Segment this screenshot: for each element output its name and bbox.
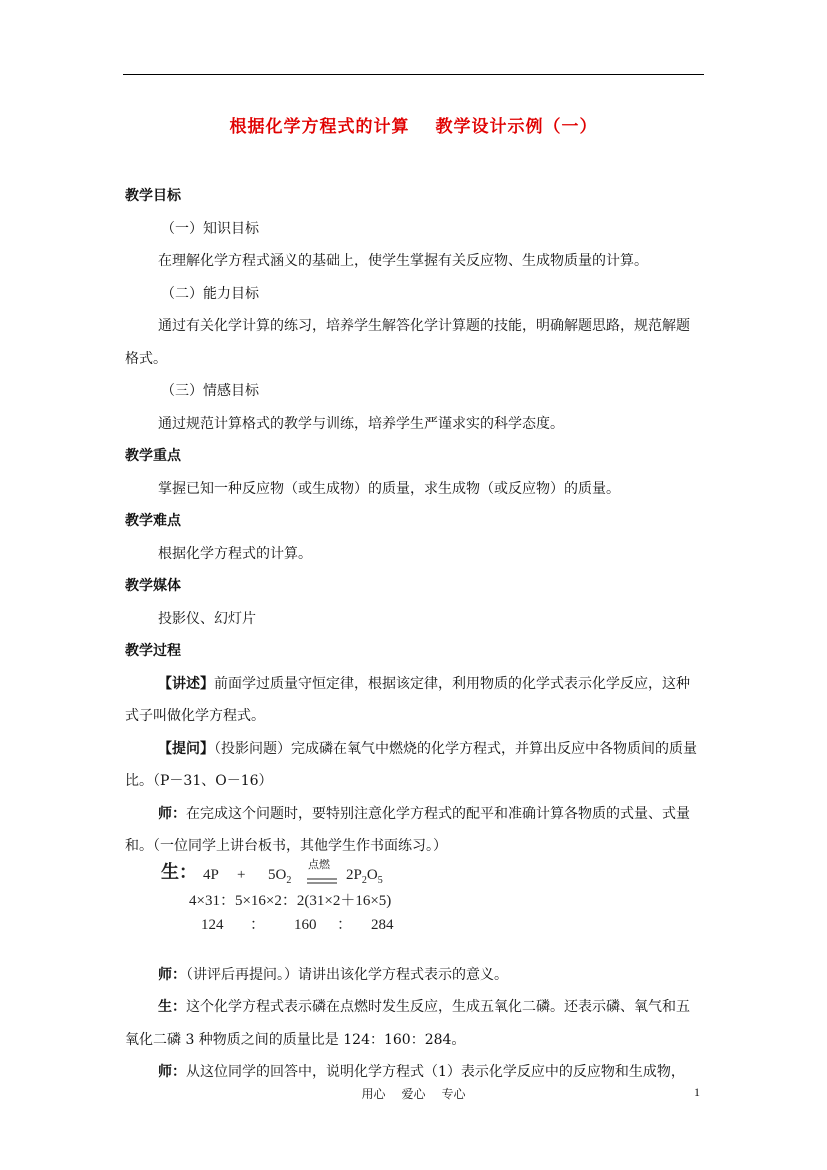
speaker-label: 生： — [158, 999, 186, 1015]
paragraph-text: 这个化学方程式表示磷在点燃时发生反应，生成五氧化二磷。还表示磷、氧气和五氧化二磷 3 种物质之间的质量比是 124：160：284。 — [125, 999, 690, 1048]
goal3-title: （三）情感目标 — [161, 383, 259, 399]
paragraph-text: 前面学过质量守恒定律，根据该定律，利用物质的化学式表示化学反应，这种式子叫做化学方程式。 — [125, 675, 690, 724]
title-main: 根据化学方程式的计算 — [229, 117, 410, 137]
process-paragraph — [125, 1056, 703, 1089]
mass-value-p: 124 — [201, 916, 224, 933]
key-text: 掌握已知一种反应物（或生成物）的质量，求生成物（或反应物）的质量。 — [158, 480, 620, 497]
paragraph-text: （讲评后再提问。）请讲出该化学方程式表示的意义。 — [186, 966, 508, 983]
difficulty-text: 根据化学方程式的计算。 — [158, 545, 312, 562]
speaker-label: 师： — [158, 805, 186, 822]
equation-label: 生： — [161, 861, 197, 883]
speaker-label: 师： — [158, 966, 186, 983]
goal1-text: 在理解化学方程式涵义的基础上，使学生掌握有关反应物、生成物质量的计算。 — [158, 253, 648, 269]
ratio-separator: ： — [250, 916, 266, 933]
goal1-title: （一）知识目标 — [161, 220, 259, 237]
process-paragraph — [125, 991, 703, 1056]
key-heading: 教学重点 — [125, 448, 181, 464]
speaker-label: 【讲述】 — [158, 675, 214, 692]
process-paragraph — [125, 959, 703, 992]
process-paragraph — [125, 798, 703, 863]
plus-sign: + — [237, 866, 246, 883]
speaker-label: 师： — [158, 1064, 186, 1080]
page-footer — [0, 1085, 827, 1102]
reactant-p: 4P — [203, 866, 219, 883]
ratio-separator: ： — [337, 916, 353, 933]
document-title — [0, 112, 827, 137]
document-body — [125, 180, 703, 1089]
process-paragraph — [125, 668, 703, 733]
page-number: 1 — [694, 1085, 700, 1099]
mass-value-o2: 160 — [294, 916, 317, 933]
goal3-text: 通过规范计算格式的教学与训练，培养学生严谨求实的科学态度。 — [158, 415, 564, 432]
equation-image — [125, 857, 703, 955]
reactant-o2: $5O_2$ — [268, 866, 292, 886]
process-paragraph — [125, 733, 703, 798]
header-rule — [123, 74, 704, 75]
footer-word: 专心 — [441, 1087, 466, 1101]
media-text: 投影仪、幻灯片 — [158, 610, 256, 627]
equation-mass-calc: 4×31：5×16×2：2(31×2＋16×5) — [189, 892, 392, 909]
paragraph-text: （投影问题）完成磷在氧气中燃烧的化学方程式，并算出反应中各物质间的质量比。（P－31、O－16） — [125, 740, 697, 789]
goal2-text: 通过有关化学计算的练习，培养学生解答化学计算题的技能，明确解题思路，规范解题格式。 — [125, 318, 690, 367]
media-heading: 教学媒体 — [125, 578, 181, 594]
goals-heading: 教学目标 — [125, 188, 181, 204]
process-heading: 教学过程 — [125, 643, 181, 659]
product-p2o5: $2P_2O_5$ — [346, 866, 383, 886]
goal2-title: （二）能力目标 — [161, 285, 259, 302]
paragraph-text: 从这位同学的回答中，说明化学方程式（1）表示化学反应中的反应物和生成物， — [186, 1064, 685, 1080]
difficulty-heading: 教学难点 — [125, 513, 181, 529]
title-sub: 教学设计示例（一） — [435, 117, 598, 137]
footer-word: 爱心 — [401, 1087, 426, 1101]
speaker-label: 【提问】 — [158, 740, 214, 757]
paragraph-text: 在完成这个问题时，要特别注意化学方程式的配平和准确计算各物质的式量、式量和。（一位同学上讲台板书，其他学生作书面练习。） — [125, 805, 690, 854]
footer-word: 用心 — [361, 1087, 386, 1101]
mass-value-p2o5: 284 — [371, 916, 394, 933]
reaction-condition: 点燃 — [308, 857, 330, 871]
